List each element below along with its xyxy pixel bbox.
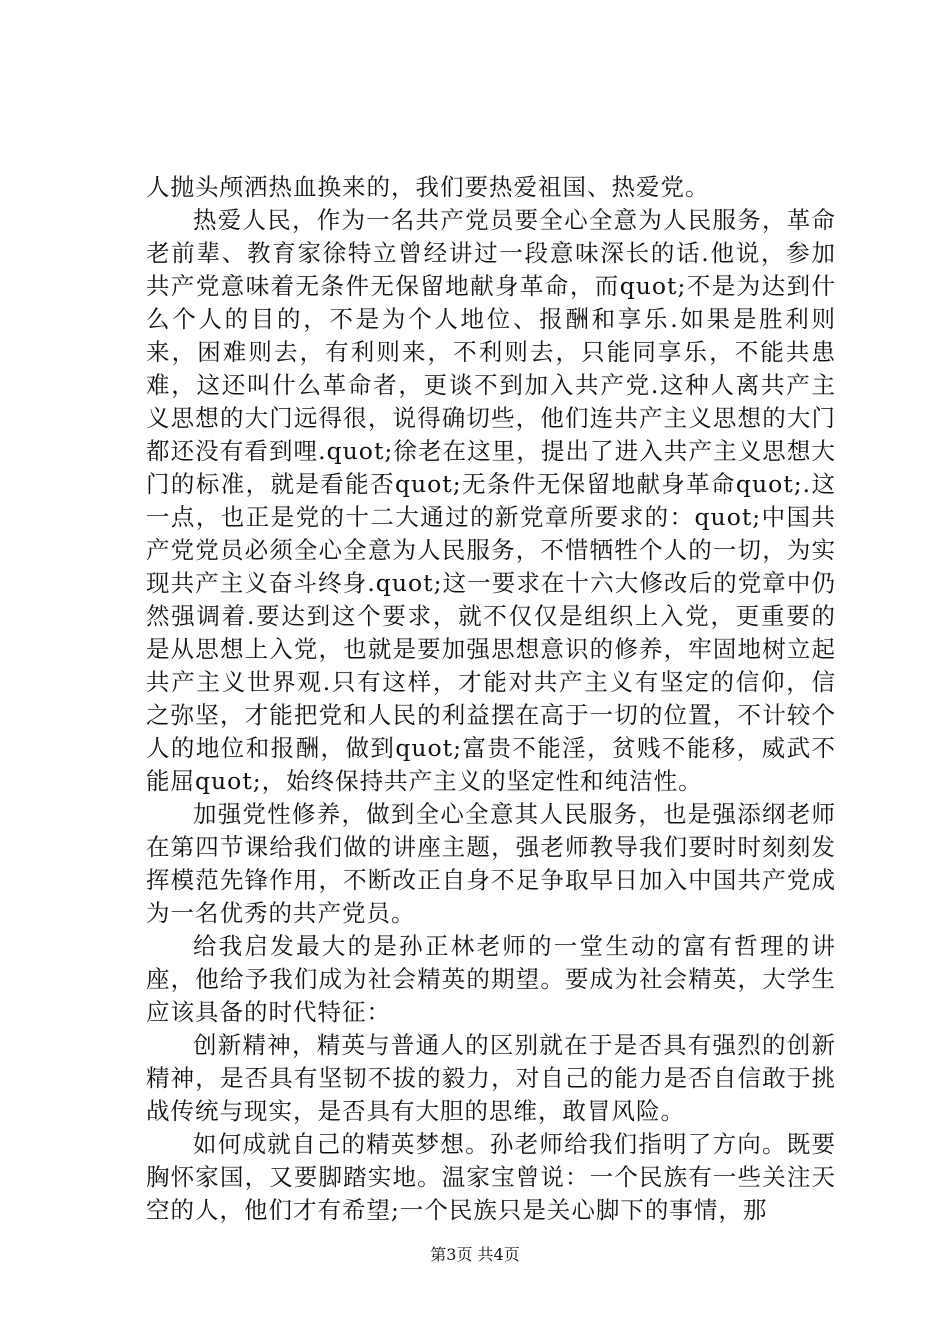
document-body: [146, 171, 836, 1227]
paragraph-4: 给我启发最大的是孙正林老师的一堂生动的富有哲理的讲座，他给予我们成为社会精英的期望。要成为社会精英，大学生应该具备的时代特征：: [146, 932, 836, 1026]
paragraph-2: 热爱人民，作为一名共产党员要全心全意为人民服务，革命老前辈、教育家徐特立曾经讲过一段意味深长的话.他说，参加共产党意味着无条件无保留地献身革命，而quot;不是为达到什么个人的目的，不是为个人地位、报酬和享乐.如果是胜利则来，困难则去，有利则来，不利则去，只能同享乐，不能共患难，这还叫什么革命者，更谈不到加入共产党.这种人离共产主义思想的大门远得很，说得确切些，他们连共产主义思想的大门都还没有看到哩.quot;徐老在这里，提出了进入共产主义思想大门的标准，就是看能否quot;无条件无保留地献身革命quot;.这一点，也正是党的十二大通过的新党章所要求的：quot;中国共产党党员必须全心全意为人民服务，不惜牺牲个人的一切，为实现共产主义奋斗终身.quot;这一要求在十六大修改后的党章中仍然强调着.要达到这个要求，就不仅仅是组织上入党，更重要的是从思想上入党，也就是要加强思想意识的修养，牢固地树立起共产主义世界观.只有这样，才能对共产主义有坚定的信仰，信之弥坚，才能把党和人民的利益摆在高于一切的位置，不计较个人的地位和报酬，做到quot;富贵不能淫，贫贱不能移，威武不能屈quot;，始终保持共产主义的坚定性和纯洁性。: [146, 206, 836, 795]
page-footer: 第3页 共4页: [430, 1245, 520, 1264]
paragraph-6: 如何成就自己的精英梦想。孙老师给我们指明了方向。既要胸怀家国，又要脚踏实地。温家宝曾说：一个民族有一些关注天空的人，他们才有希望;一个民族只是关心脚下的事情，那: [146, 1130, 836, 1224]
paragraph-3: 加强党性修养，做到全心全意其人民服务，也是强添纲老师在第四节课给我们做的讲座主题，强老师教导我们要时时刻刻发挥模范先锋作用，不断改正自身不足争取早日加入中国共产党成为一名优秀的共产党员。: [146, 800, 836, 927]
paragraph-1: 人抛头颅洒热血换来的，我们要热爱祖国、热爱党。: [146, 173, 710, 201]
paragraph-5: 创新精神，精英与普通人的区别就在于是否具有强烈的创新精神，是否具有坚韧不拔的毅力，对自己的能力是否自信敢于挑战传统与现实，是否具有大胆的思维，敢冒风险。: [146, 1031, 836, 1125]
